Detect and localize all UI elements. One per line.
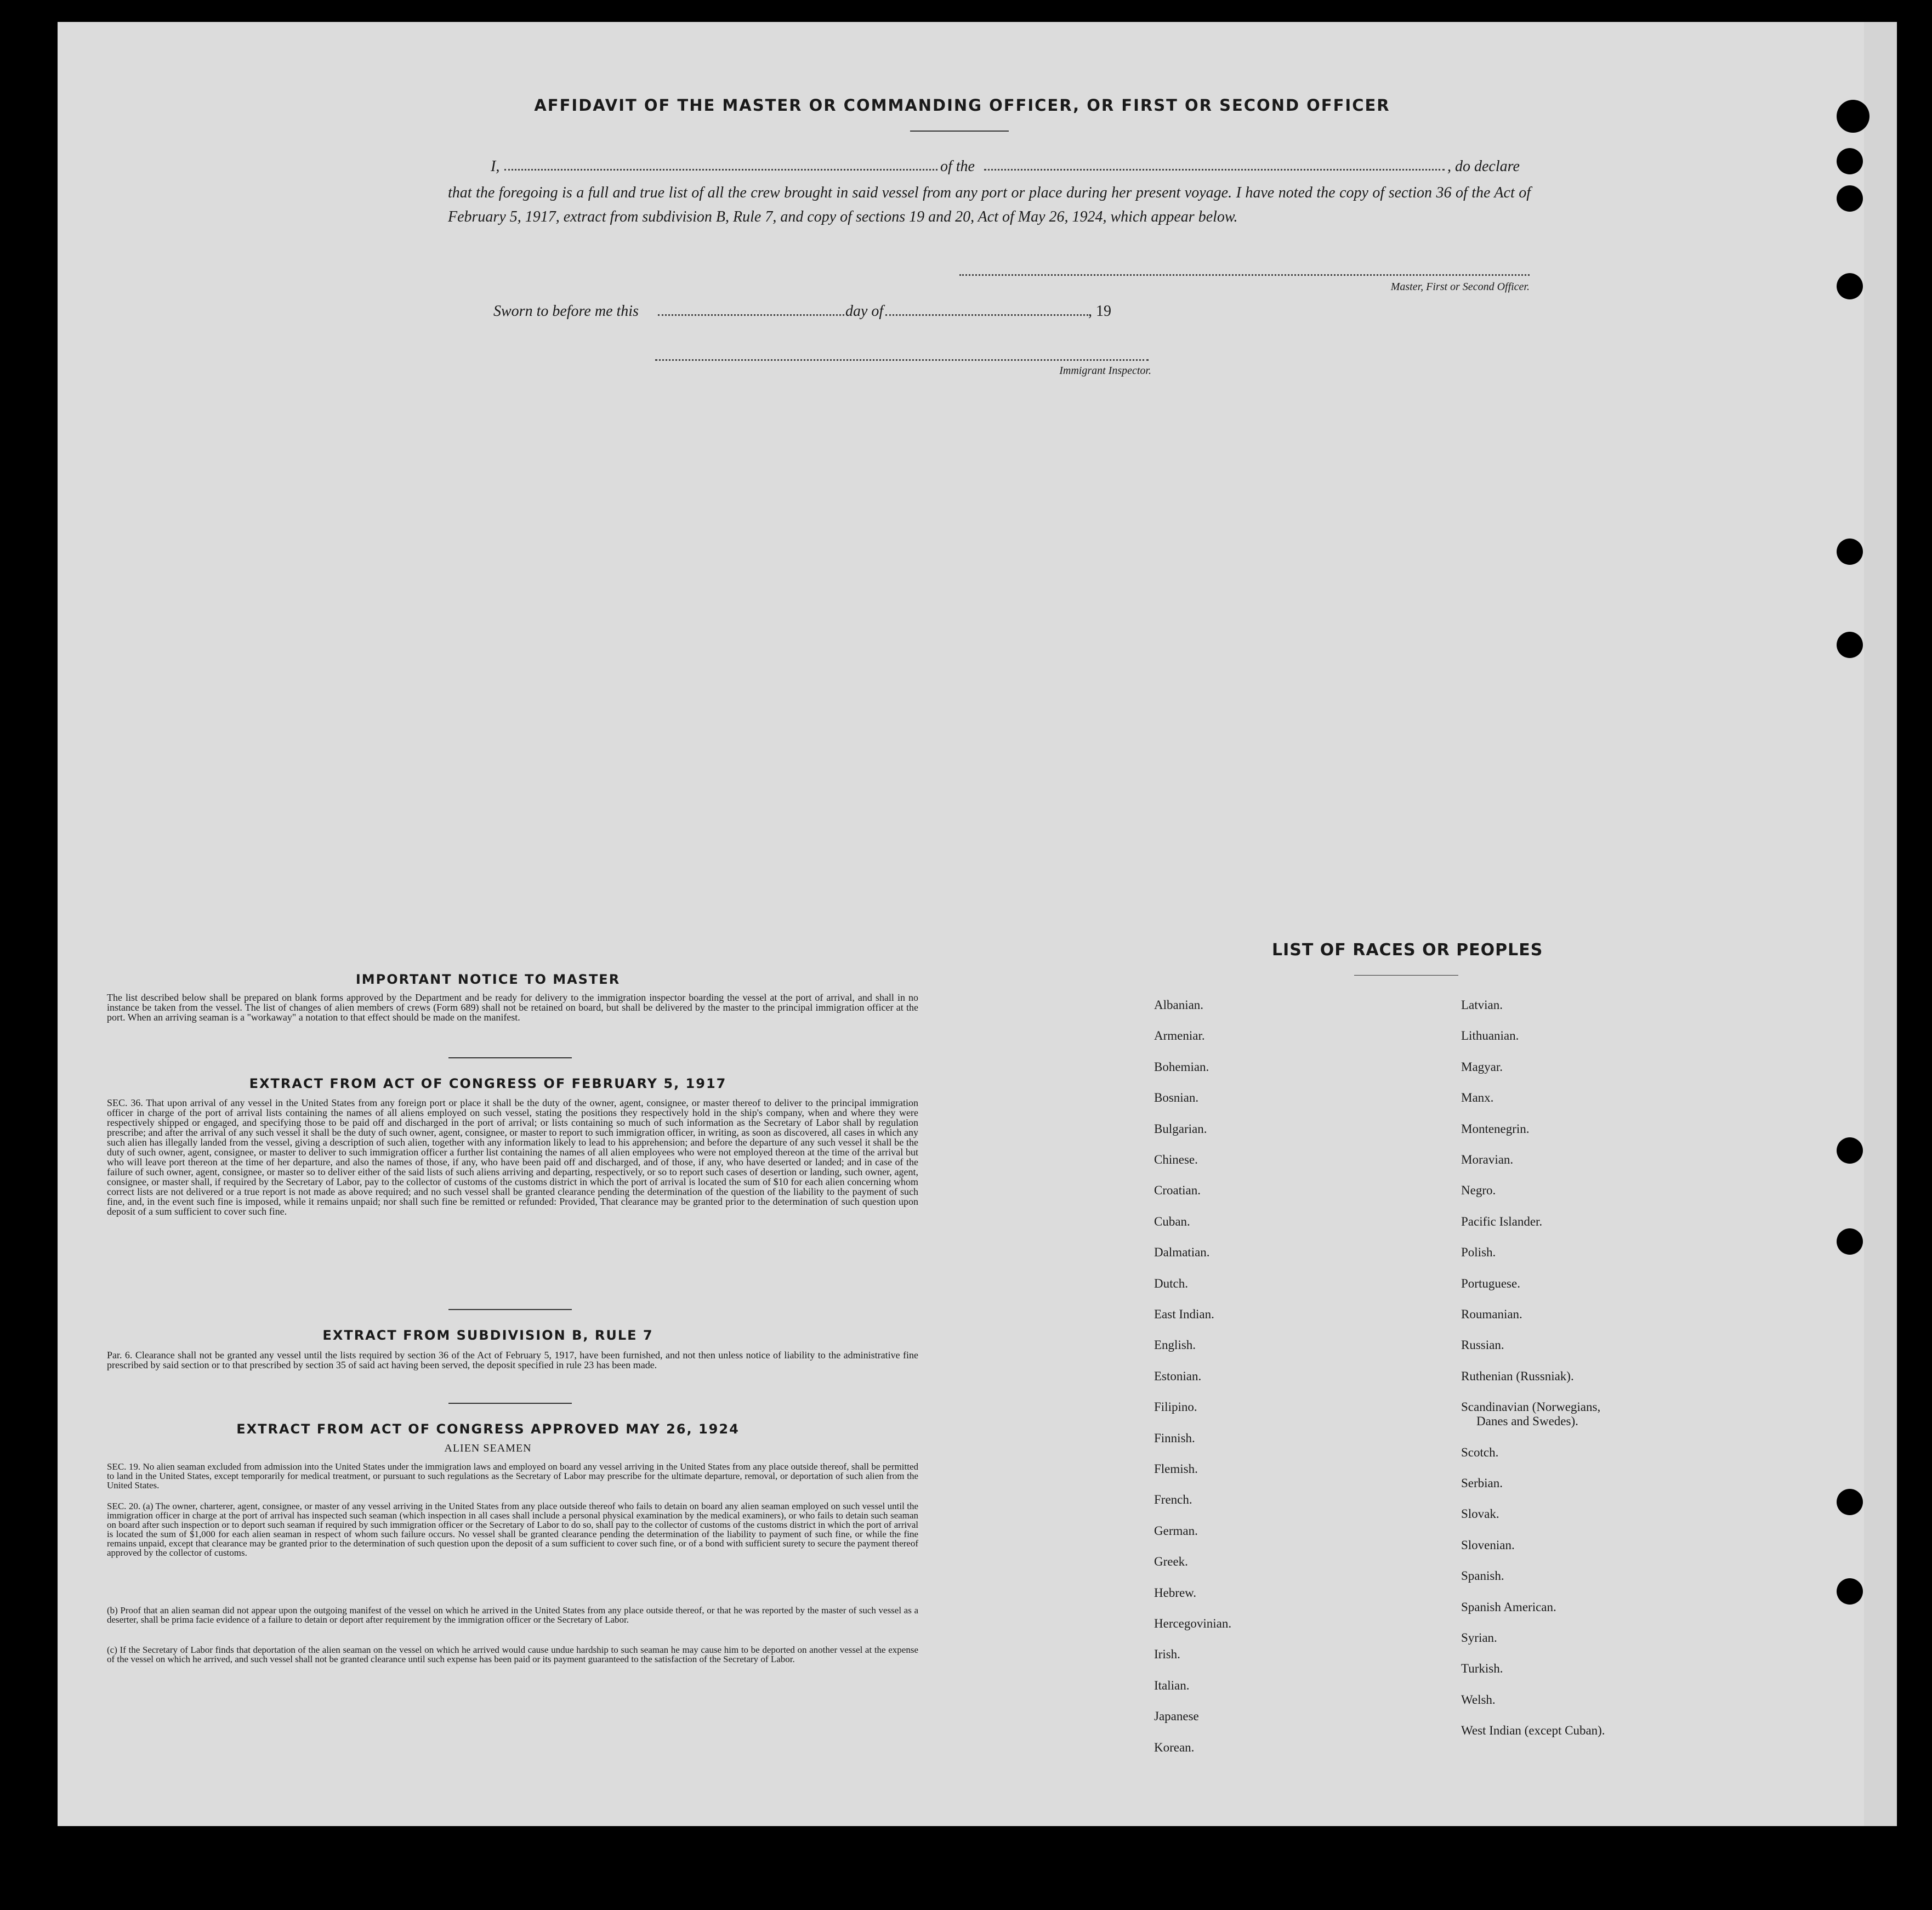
race-item: Syrian. [1461, 1631, 1497, 1645]
document-page [58, 22, 1864, 1826]
race-item: Polish. [1461, 1245, 1496, 1260]
extract-1917-title: EXTRACT FROM ACT OF CONGRESS OF FEBRUARY 5, 1917 [249, 1076, 727, 1091]
race-item: Albanian. [1154, 998, 1204, 1012]
race-item: Moravian. [1461, 1153, 1514, 1166]
race-item: Serbian. [1461, 1476, 1503, 1490]
race-item: Spanish. [1461, 1569, 1504, 1583]
race-item: Lithuanian. [1461, 1029, 1519, 1043]
affidavit-title: AFFIDAVIT OF THE MASTER OR COMMANDING OFFICER, OR FIRST OR SECOND OFFICER [534, 96, 1390, 115]
race-item: Negro. [1461, 1183, 1496, 1198]
master-signature-line[interactable] [959, 274, 1530, 276]
rule7-text: Par. 6. Clearance shall not be granted any vessel until the lists required by section 36 of the Act of February 5, 1917, have been furnished, and not then unless notice of liability to the administrative fine prescribed by said section or to that prescribed by section 35 of said act having been served, the deposit specified in rule 23 has been made. [107, 1350, 918, 1370]
race-item: Chinese. [1154, 1153, 1198, 1166]
race-item: Finnish. [1154, 1431, 1195, 1445]
race-item: Cuban. [1154, 1214, 1190, 1228]
race-item: Armeniar. [1154, 1029, 1205, 1043]
affidavit-i: I, [491, 158, 500, 175]
race-item: German. [1154, 1523, 1198, 1538]
binding-hole [1837, 100, 1870, 133]
binding-hole [1837, 632, 1863, 658]
sec20b-text: (b) Proof that an alien seaman did not appear upon the outgoing manifest of the vessel on which he arrived in the United States from any place outside thereof, or that he was reported by the master of such vessel as a deserter, shall be prima facie evidence of a failure to detain or deport after requirement by the immigration officer or the Secretary of Labor. [107, 1605, 918, 1625]
race-item: Italian. [1154, 1678, 1190, 1692]
race-item: Danes and Swedes). [1476, 1414, 1578, 1429]
race-item: Bulgarian. [1154, 1121, 1207, 1136]
title-rule [910, 131, 1009, 132]
name-blank[interactable] [504, 169, 937, 171]
race-item: Roumanian. [1461, 1307, 1522, 1321]
master-caption: Master, First or Second Officer. [1390, 281, 1530, 293]
race-item: Korean. [1154, 1740, 1195, 1754]
year-prefix: , 19 [1088, 303, 1111, 320]
binding-hole [1837, 273, 1863, 299]
sworn-day-blank[interactable] [658, 314, 844, 316]
race-item: Greek. [1154, 1555, 1188, 1569]
race-item: English. [1154, 1338, 1196, 1352]
divider-3 [448, 1403, 572, 1404]
alien-seamen-subtitle: ALIEN SEAMEN [444, 1442, 532, 1454]
inspector-caption: Immigrant Inspector. [1059, 365, 1151, 377]
sworn-label: Sworn to before me this [493, 303, 639, 320]
affidavit-declare: , do declare [1447, 158, 1520, 175]
race-item: Scandinavian (Norwegians, [1461, 1400, 1601, 1414]
race-item: Portuguese. [1461, 1276, 1520, 1290]
binding-hole [1837, 1489, 1863, 1515]
rule7-title: EXTRACT FROM SUBDIVISION B, RULE 7 [322, 1328, 654, 1343]
notice-title: IMPORTANT NOTICE TO MASTER [355, 972, 621, 987]
race-item: Slovak. [1461, 1507, 1499, 1521]
race-item: Japanese [1154, 1709, 1199, 1724]
race-item: Croatian. [1154, 1183, 1201, 1198]
binding-hole [1837, 539, 1863, 565]
race-item: Turkish. [1461, 1662, 1503, 1676]
race-item: Dalmatian. [1154, 1245, 1210, 1260]
notice-text: The list described below shall be prepared on blank forms approved by the Department and be ready for delivery to the immigration inspector boarding the vessel at the port of arrival, and shall in no instance be taken from the vessel. The list of changes of alien members of crews (Form 689) shall not be retained on board, but shall be delivered by the master to the principal immigration officer at the port. When an arriving seaman is a "workaway" a notation to that effect should be made on the manifest. [107, 992, 918, 1023]
day-of-label: day of [845, 303, 884, 320]
race-item: West Indian (except Cuban). [1461, 1724, 1605, 1738]
race-item: Pacific Islander. [1461, 1214, 1543, 1228]
extract-1917-text: SEC. 36. That upon arrival of any vessel in the United States from any foreign port or place it shall be the duty of the owner, agent, consignee, or master thereof to deliver to the principal immigration officer in charge of the port of arrival lists containing the names of all aliens employed on such vessel, stating the positions they respectively hold in the ship's company, when and where they were respectively shipped or engaged, and specifying those to be paid off and discharged in the port of arrival; or lists containing so much of such information as the Secretary of Labor shall by regulation prescribe; and after the arrival of any such vessel it shall be the duty of such owner, agent, consignee, or master to report to such immigration officer, in writing, as soon as discovered, all cases in which any such alien has illegally landed from the vessel, giving a description of such alien, together with any information likely to lead to his apprehension; and before the departure of any such vessel it shall be the duty of such owner, agent, consignee, or master to deliver to such immigration officer a further list containing the names of all alien employees who were not employed thereon at the time of the arrival but who will leave port thereon at the time of her departure, and also the names of those, if any, who have been paid off and discharged, and of those, if any, who have deserted or landed; and in case of the failure of such owner, agent, consignee, or master so to deliver either of the said lists of such aliens arriving and departing, respectively, or so to report such cases of desertion or landing, such owner, agent, consignee, or master shall, if required by the Secretary of Labor, pay to the collector of customs of the customs district in which the port of arrival is located the sum of $10 for each alien concerning whom correct lists are not delivered or a true report is not made as above required; and no such vessel shall be granted clearance pending the determination of the question of the liability to the payment of such fine, and, in the event such fine is imposed, while it remains unpaid; nor shall such fine be remitted or refunded: Provided, That clearance may be granted prior to the determination of such question upon deposit of a sum sufficient to cover such fine. [107, 1097, 918, 1217]
race-item: Russian. [1461, 1338, 1504, 1352]
race-item: Magyar. [1461, 1059, 1503, 1074]
race-item: Spanish American. [1461, 1600, 1556, 1614]
race-item: Hebrew. [1154, 1585, 1197, 1600]
race-item: Manx. [1461, 1091, 1494, 1105]
race-item: Slovenian. [1461, 1538, 1515, 1552]
race-item: Scotch. [1461, 1445, 1499, 1459]
race-item: Estonian. [1154, 1369, 1202, 1383]
race-item: Montenegrin. [1461, 1121, 1530, 1136]
race-item: Flemish. [1154, 1462, 1198, 1476]
inspector-signature-line[interactable] [655, 359, 1149, 361]
binding-hole [1837, 148, 1863, 174]
divider-1 [448, 1057, 572, 1058]
binding-hole [1837, 1137, 1863, 1164]
affidavit-of-the: of the [940, 158, 975, 175]
race-item: Dutch. [1154, 1276, 1188, 1290]
race-item: Latvian. [1461, 998, 1503, 1012]
race-item: French. [1154, 1493, 1192, 1507]
binding-hole [1837, 1228, 1863, 1255]
race-item: Bohemian. [1154, 1059, 1209, 1074]
sec20c-text: (c) If the Secretary of Labor finds that deportation of the alien seaman on the vessel on which he arrived would cause undue hardship to such seaman he may cause him to be deported on another vessel at the expense of the vessel on which he arrived, and such vessel shall not be granted clearance until such expense has been paid or its payment guaranteed to the satisfaction of the Secretary of Labor. [107, 1645, 918, 1664]
race-item: Bosnian. [1154, 1091, 1199, 1105]
race-item: East Indian. [1154, 1307, 1214, 1321]
race-item: Filipino. [1154, 1400, 1197, 1414]
binding-hole [1837, 1578, 1863, 1605]
affidavit-body: that the foregoing is a full and true list of all the crew brought in said vessel from any port or place during her present voyage. I have noted the copy of section 36 of the Act of February 5, 1917, extract from subdivision B, Rule 7, and copy of sections 19 and 20, Act of May 26, 1924, which appear below. [448, 184, 1531, 225]
race-item: Ruthenian (Russniak). [1461, 1369, 1574, 1383]
race-item: Hercegovinian. [1154, 1617, 1232, 1630]
vessel-blank[interactable] [984, 169, 1445, 171]
races-title-rule [1354, 975, 1458, 976]
races-title: LIST OF RACES OR PEOPLES [1272, 940, 1543, 960]
race-item: Welsh. [1461, 1692, 1496, 1707]
extract-1924-title: EXTRACT FROM ACT OF CONGRESS APPROVED MAY 26, 1924 [236, 1421, 740, 1437]
race-item: Irish. [1154, 1647, 1180, 1662]
divider-2 [448, 1309, 572, 1310]
sec20a-text: SEC. 20. (a) The owner, charterer, agent, consignee, or master of any vessel arriving in the United States from any place outside thereof who fails to detain on board any alien seaman employed on such vessel until the immigration officer in charge at the port of arrival has inspected such seaman (which inspection in all cases shall include a personal physical examination by the medical examiners), or who fails to detain such seaman on board after such inspection or to deport such seaman if required by such immigration officer or the Secretary of Labor to do so, shall pay to the collector of customs of the customs district in which the port of arrival is located the sum of $1,000 for each alien seaman in respect of whom such failure occurs. No vessel shall be granted clearance pending the determination of the liability to payment of such fine, or while the fine remains unpaid, except that clearance may be granted prior to the determination of such question upon the deposit of a sum sufficient to cover such fine, or of a bond with sufficient surety to secure the payment thereof approved by the collector of customs. [107, 1501, 918, 1558]
sec19-text: SEC. 19. No alien seaman excluded from admission into the United States under the immigration laws and employed on board any vessel arriving in the United States from any place outside thereof, shall be permitted to land in the United States, except temporarily for medical treatment, or pursuant to such regulations as the Secretary of Labor may prescribe for the ultimate departure, removal, or deportation of such alien from the United States. [107, 1461, 918, 1490]
page-tab-edge [1864, 22, 1897, 1826]
month-blank[interactable] [885, 314, 1088, 316]
binding-hole [1837, 185, 1863, 212]
